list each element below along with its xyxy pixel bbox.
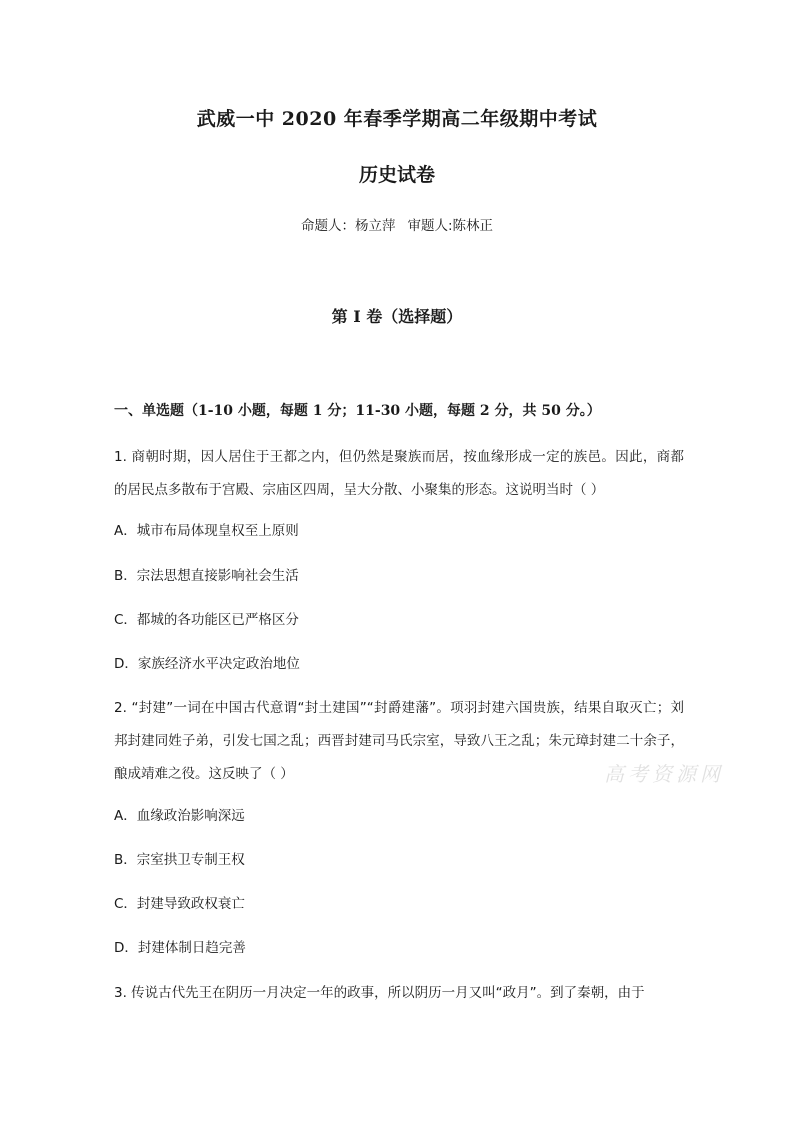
exam-title: 武威一中 2020 年春季学期高二年级期中考试 [196, 108, 598, 130]
watermark-logo: 高考资源网 [604, 762, 724, 786]
question-3-stem: 3. 传说古代先王在阴历一月决定一年的政事，所以阴历一月又叫“政月”。到了秦朝，由于 [114, 985, 645, 1001]
question-2-option-c: C．封建导致政权衰亡 [114, 896, 245, 912]
reviewer-label: 审题人:陈林正 [407, 218, 494, 234]
question-1-option-b: B．宗法思想直接影响社会生活 [114, 568, 299, 584]
question-2-stem: 2. “封建”一词在中国古代意谓“封土建国”“封爵建藩”。项羽封建六国贵族，结果自取灭亡；刘邦封建同姓子弟，引发七国之乱；西晋封建司马氏宗室，导致八王之乱；朱元璋封建二十余子，酿成靖难之役。这反映了（ ） [114, 700, 684, 782]
exam-subject: 历史试卷 [358, 164, 435, 186]
question-1-stem: 1. 商朝时期，因人居住于王都之内，但仍然是聚族而居，按血缘形成一定的族邑。因此，商都的居民点多散布于宫殿、宗庙区四周，呈大分散、小聚集的形态。这说明当时（ ） [114, 449, 684, 498]
section-heading: 一、单选题（1-10 小题，每题 1 分；11-30 小题，每题 2 分，共 50 分。） [114, 403, 601, 419]
author-label: 命题人：杨立萍 [300, 218, 396, 234]
question-1-option-d: D．家族经济水平决定政治地位 [114, 656, 300, 672]
question-1-option-c: C．都城的各功能区已严格区分 [114, 612, 299, 628]
question-2-option-b: B．宗室拱卫专制王权 [114, 852, 245, 868]
question-2-option-d: D．封建体制日趋完善 [114, 940, 246, 956]
volume-heading: 第 I 卷（选择题） [331, 307, 463, 326]
question-2-option-a: A．血缘政治影响深远 [114, 808, 245, 824]
exam-authors [0, 214, 794, 234]
question-1-option-a: A．城市布局体现皇权至上原则 [114, 523, 299, 539]
